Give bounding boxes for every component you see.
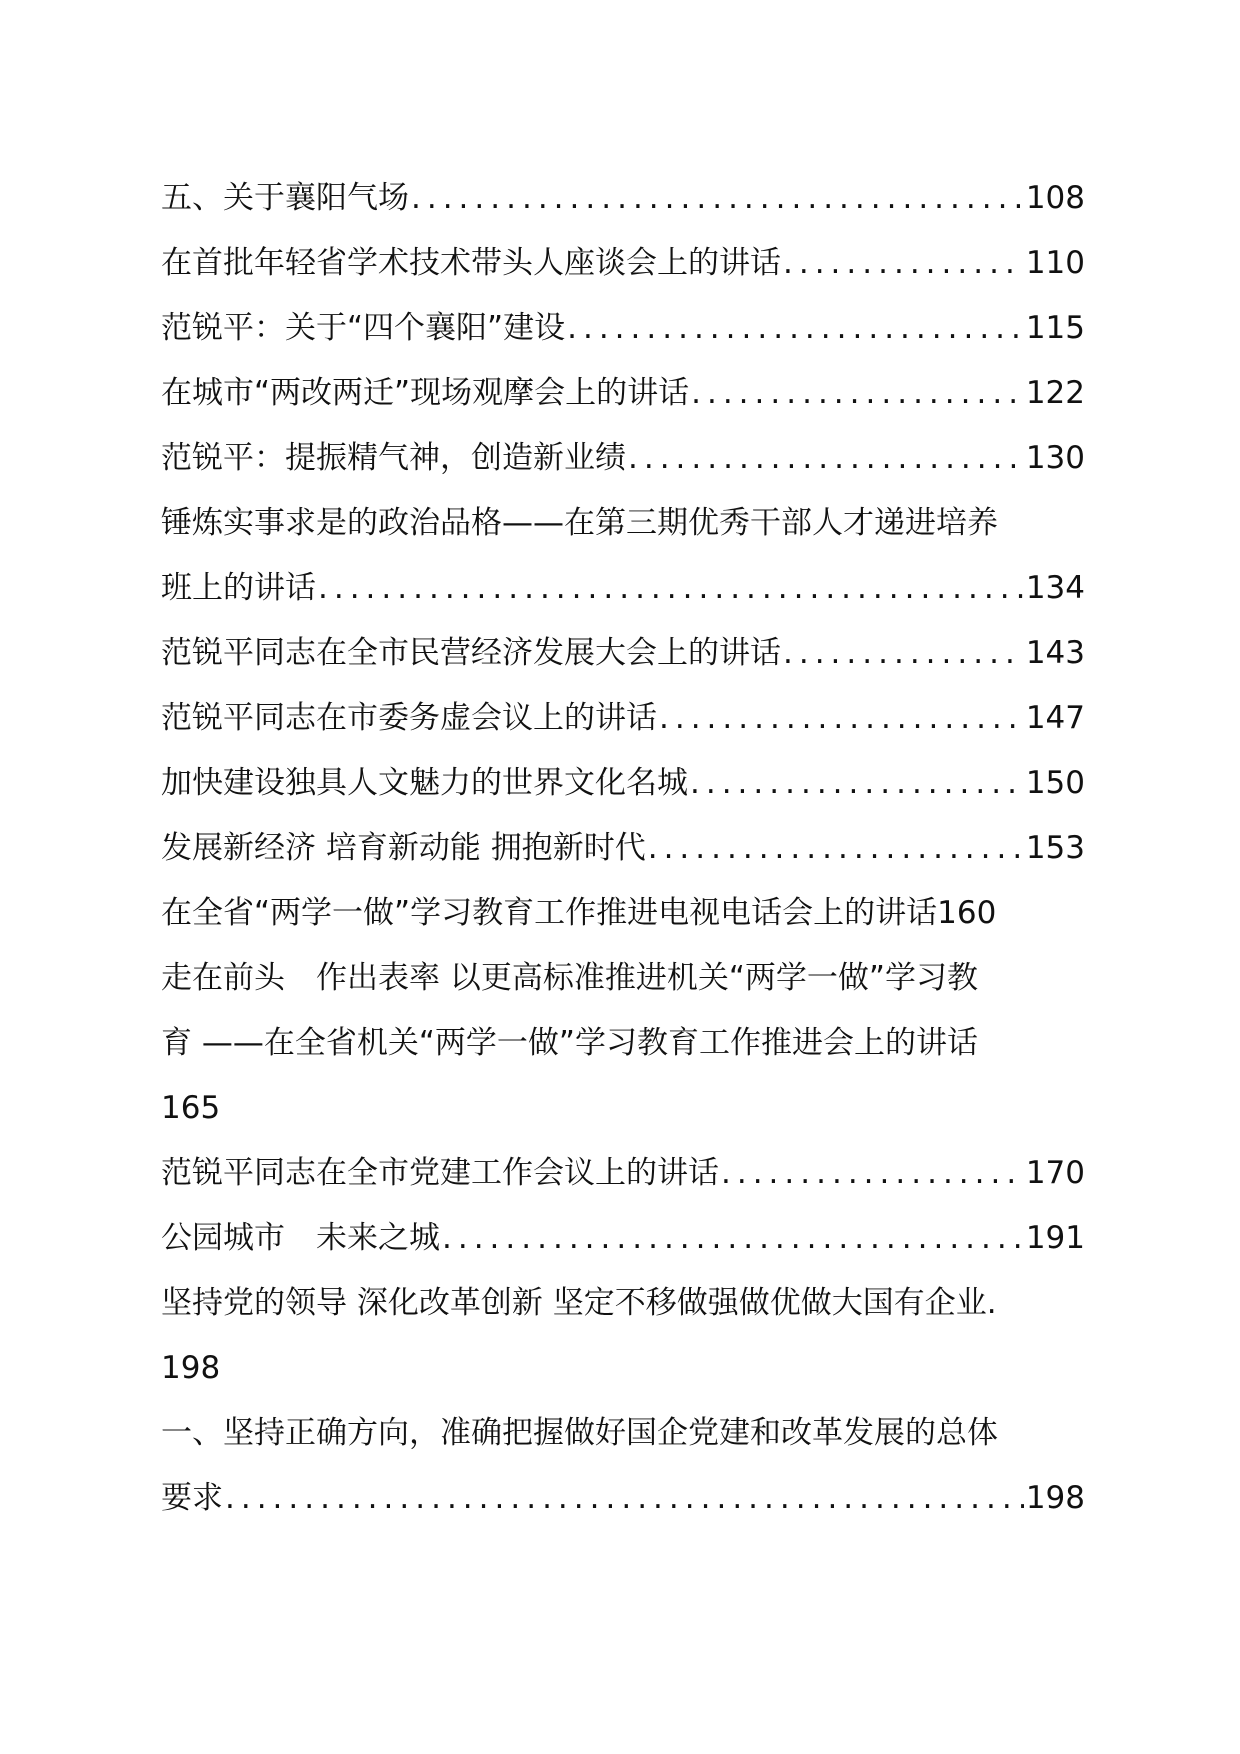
toc-entry-title: 发展新经济 培育新动能 拥抱新时代 [161,830,646,866]
toc-entry[interactable] [161,816,1085,881]
toc-entry-title: 在城市“两改两迁”现场观摩会上的讲话 [161,375,690,411]
dot-leader [691,361,1024,426]
toc-entry[interactable] [161,296,1085,361]
toc-entry[interactable] [161,166,1085,231]
toc-entry[interactable] [161,231,1085,296]
toc-page-number: 110 [1025,245,1085,281]
toc-entry[interactable] [161,426,1085,491]
toc-page-number: 153 [1025,830,1085,866]
dot-leader [318,556,1024,621]
dot-leader [567,296,1024,361]
toc-page-number: 134 [1025,570,1085,606]
dot-leader [225,1466,1024,1531]
toc-entry-title: 在首批年轻省学术技术带头人座谈会上的讲话 [161,245,781,281]
toc-page-number: 115 [1025,310,1085,346]
toc-entry-title: 要求 [161,1480,223,1516]
toc-entry-text[interactable]: 坚持党的领导 深化改革创新 坚定不移做强做优做大国有企业. [161,1285,997,1321]
toc-entry-title: 公园城市 未来之城 [161,1220,440,1256]
dot-leader [721,1141,1024,1206]
toc-entry-title-continued[interactable]: 一、坚持正确方向，准确把握做好国企党建和改革发展的总体 [161,1415,998,1451]
toc-page-number[interactable]: 165 [161,1090,221,1126]
toc-page-number: 122 [1025,375,1085,411]
toc-entry-title: 范锐平：关于“四个襄阳”建设 [161,310,566,346]
dot-leader [783,231,1024,296]
toc-entry-text[interactable]: 育 ——在全省机关“两学一做”学习教育工作推进会上的讲话 [161,1025,978,1061]
toc-entry-title: 范锐平：提振精气神，创造新业绩 [161,440,626,476]
toc-page-number: 150 [1025,765,1085,801]
toc-entry[interactable] [161,751,1085,816]
toc-page-number: 143 [1025,635,1085,671]
toc-page-number: 108 [1025,180,1085,216]
dot-leader [442,1206,1024,1271]
toc-entry[interactable] [161,1141,1085,1206]
toc-page-number[interactable]: 198 [161,1350,221,1386]
dot-leader [648,816,1024,881]
toc-page-number: 198 [1025,1480,1085,1516]
toc-entry-title: 范锐平同志在市委务虚会议上的讲话 [161,700,657,736]
toc-page-number: 191 [1025,1220,1085,1256]
toc-entry-title: 五、关于襄阳气场 [161,180,409,216]
table-of-contents [161,166,1085,1531]
toc-entry-title: 范锐平同志在全市民营经济发展大会上的讲话 [161,635,781,671]
toc-entry-text[interactable]: 在全省“两学一做”学习教育工作推进电视电话会上的讲话160 [161,895,997,931]
dot-leader [690,751,1024,816]
toc-page-number: 130 [1025,440,1085,476]
toc-entry[interactable] [161,1466,1085,1531]
dot-leader [411,166,1024,231]
toc-page-number: 170 [1025,1155,1085,1191]
toc-entry[interactable] [161,1206,1085,1271]
toc-entry-title: 加快建设独具人文魅力的世界文化名城 [161,765,688,801]
toc-entry[interactable] [161,621,1085,686]
toc-entry[interactable] [161,686,1085,751]
dot-leader [659,686,1024,751]
toc-page-number: 147 [1025,700,1085,736]
dot-leader [628,426,1024,491]
dot-leader [783,621,1024,686]
toc-entry[interactable] [161,556,1085,621]
toc-entry-title-continued[interactable]: 锤炼实事求是的政治品格——在第三期优秀干部人才递进培养 [161,505,998,541]
toc-entry-text[interactable]: 走在前头 作出表率 以更高标准推进机关“两学一做”学习教 [161,960,978,996]
toc-entry[interactable] [161,361,1085,426]
toc-entry-title: 班上的讲话 [161,570,316,606]
toc-entry-title: 范锐平同志在全市党建工作会议上的讲话 [161,1155,719,1191]
